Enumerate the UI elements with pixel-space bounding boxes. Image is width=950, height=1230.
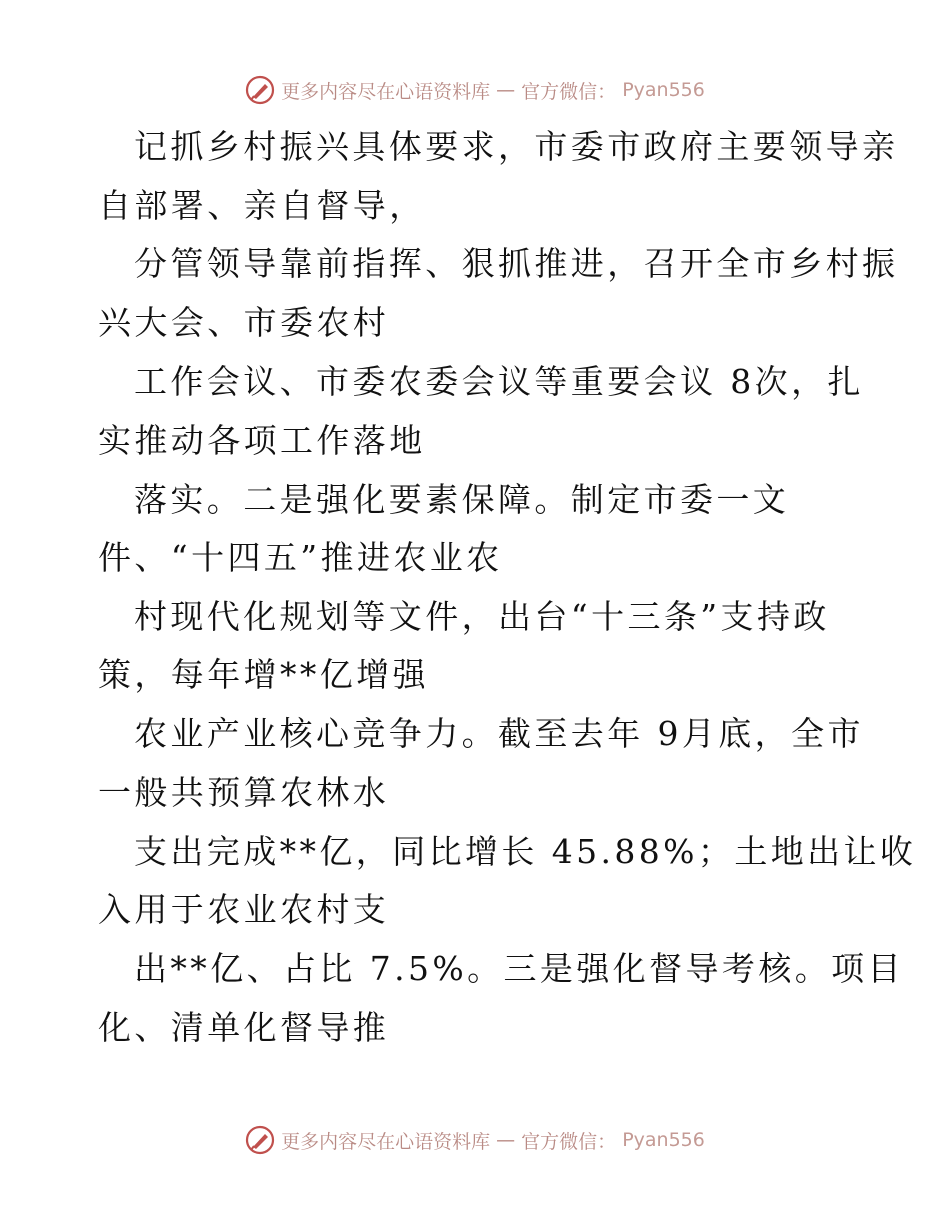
text-line: 出**亿、占比 7.5%。三是强化督导考核。项目 bbox=[134, 949, 904, 988]
text-line: 支出完成**亿，同比增长 45.88%；土地出让收 bbox=[134, 832, 917, 871]
watermark-wechat-label: 官方微信： bbox=[521, 80, 617, 103]
text-line: 农业产业核心竞争力。截至去年 9月底，全市 bbox=[134, 714, 864, 753]
text-line: 记抓乡村振兴具体要求，市委市政府主要领导亲 bbox=[134, 127, 899, 166]
text-line: 策，每年增**亿增强 bbox=[98, 655, 429, 694]
quill-pen-icon bbox=[245, 75, 275, 105]
text-line: 分管领导靠前指挥、狠抓推进，召开全市乡村振 bbox=[134, 244, 899, 283]
text-line: 件、“十四五”推进农业农 bbox=[98, 538, 503, 577]
watermark-text: 更多内容尽在心语资料库 bbox=[281, 80, 491, 103]
text-line: 落实。二是强化要素保障。制定市委一文 bbox=[134, 480, 790, 519]
text-line: 实推动各项工作落地 bbox=[98, 421, 426, 460]
text-line: 自部署、亲自督导， bbox=[98, 186, 426, 225]
watermark-separator: — bbox=[496, 1129, 516, 1151]
watermark-handle: Pyan556 bbox=[622, 79, 705, 101]
text-line: 一般共预算农林水 bbox=[98, 773, 390, 812]
quill-pen-icon bbox=[245, 1125, 275, 1155]
watermark-separator: — bbox=[496, 79, 516, 101]
text-line: 化、清单化督导推 bbox=[98, 1008, 390, 1047]
watermark-wechat-label: 官方微信： bbox=[521, 1130, 617, 1153]
watermark-handle: Pyan556 bbox=[622, 1129, 705, 1151]
text-line: 工作会议、市委农委会议等重要会议 8次，扎 bbox=[134, 362, 864, 401]
footer-watermark bbox=[0, 1122, 950, 1158]
watermark-text: 更多内容尽在心语资料库 bbox=[281, 1130, 491, 1153]
text-line: 入用于农业农村支 bbox=[98, 890, 390, 929]
text-line: 村现代化规划等文件，出台“十三条”支持政 bbox=[134, 597, 830, 636]
header-watermark bbox=[0, 72, 950, 108]
text-line: 兴大会、市委农村 bbox=[98, 303, 390, 342]
